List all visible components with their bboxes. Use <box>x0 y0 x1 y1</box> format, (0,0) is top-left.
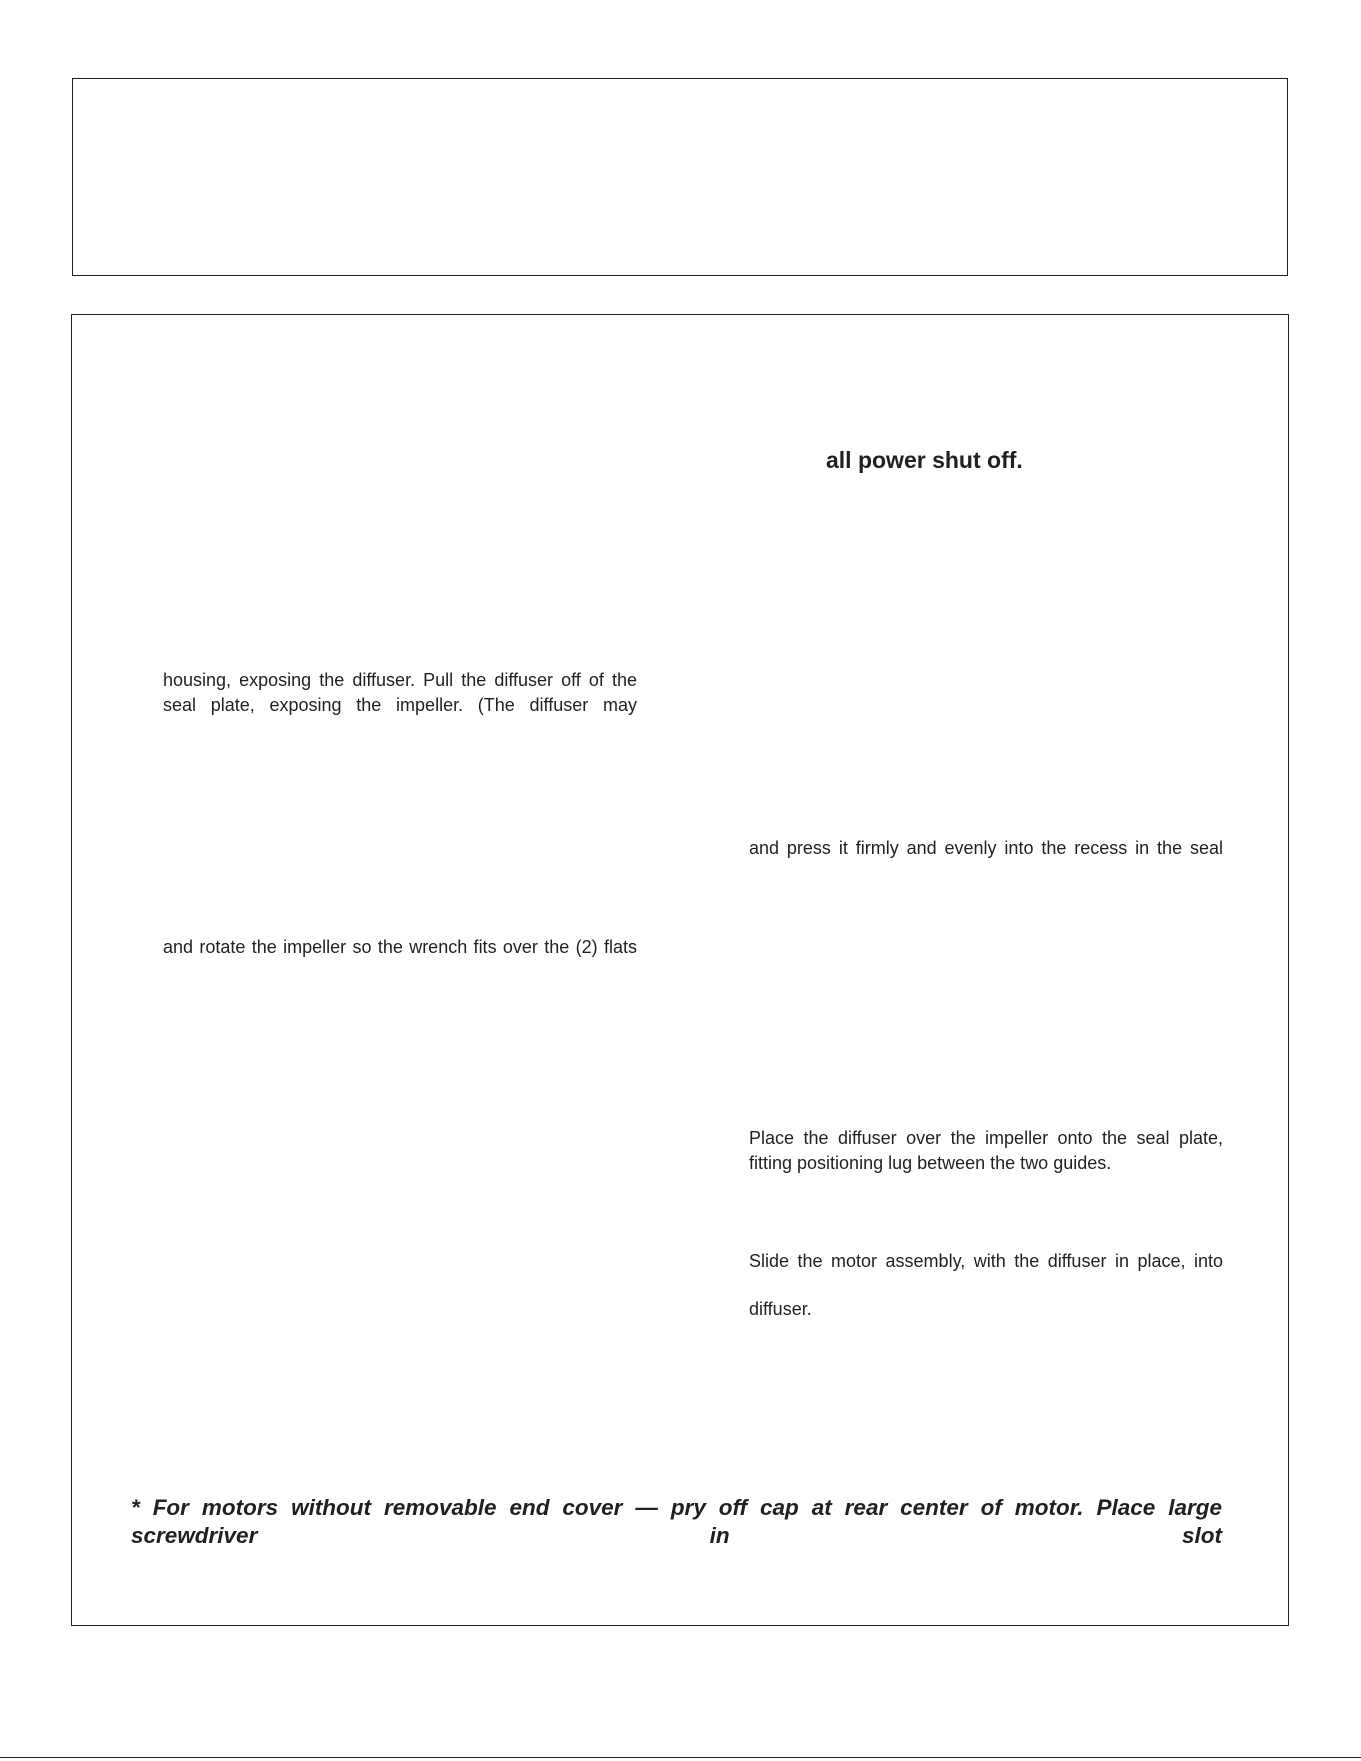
rotate-impeller-text: and rotate the impeller so the wrench fits over the (2) flats <box>163 937 637 957</box>
footnote: * For motors without removable end cover — pry off cap at rear center of motor. Place large screwdriver in slot <box>131 1495 1222 1548</box>
slide-motor-line-2: diffuser. <box>749 1299 812 1319</box>
housing-text-line-2: seal plate, exposing the impeller. (The diffuser may <box>163 695 637 715</box>
instructions-frame <box>71 314 1289 1626</box>
press-seal-text: and press it firmly and evenly into the recess in the seal <box>749 838 1223 858</box>
power-warning: all power shut off. <box>826 447 1023 473</box>
page-bottom-rule <box>0 1757 1361 1758</box>
place-diffuser-line-2: fitting positioning lug between the two guides. <box>749 1153 1112 1173</box>
housing-text-line-1: housing, exposing the diffuser. Pull the diffuser off of the <box>163 670 637 690</box>
slide-motor-line-1: Slide the motor assembly, with the diffuser in place, into <box>749 1251 1223 1271</box>
place-diffuser-line-1: Place the diffuser over the impeller onto the seal plate, <box>749 1128 1223 1148</box>
header-frame <box>72 78 1288 276</box>
